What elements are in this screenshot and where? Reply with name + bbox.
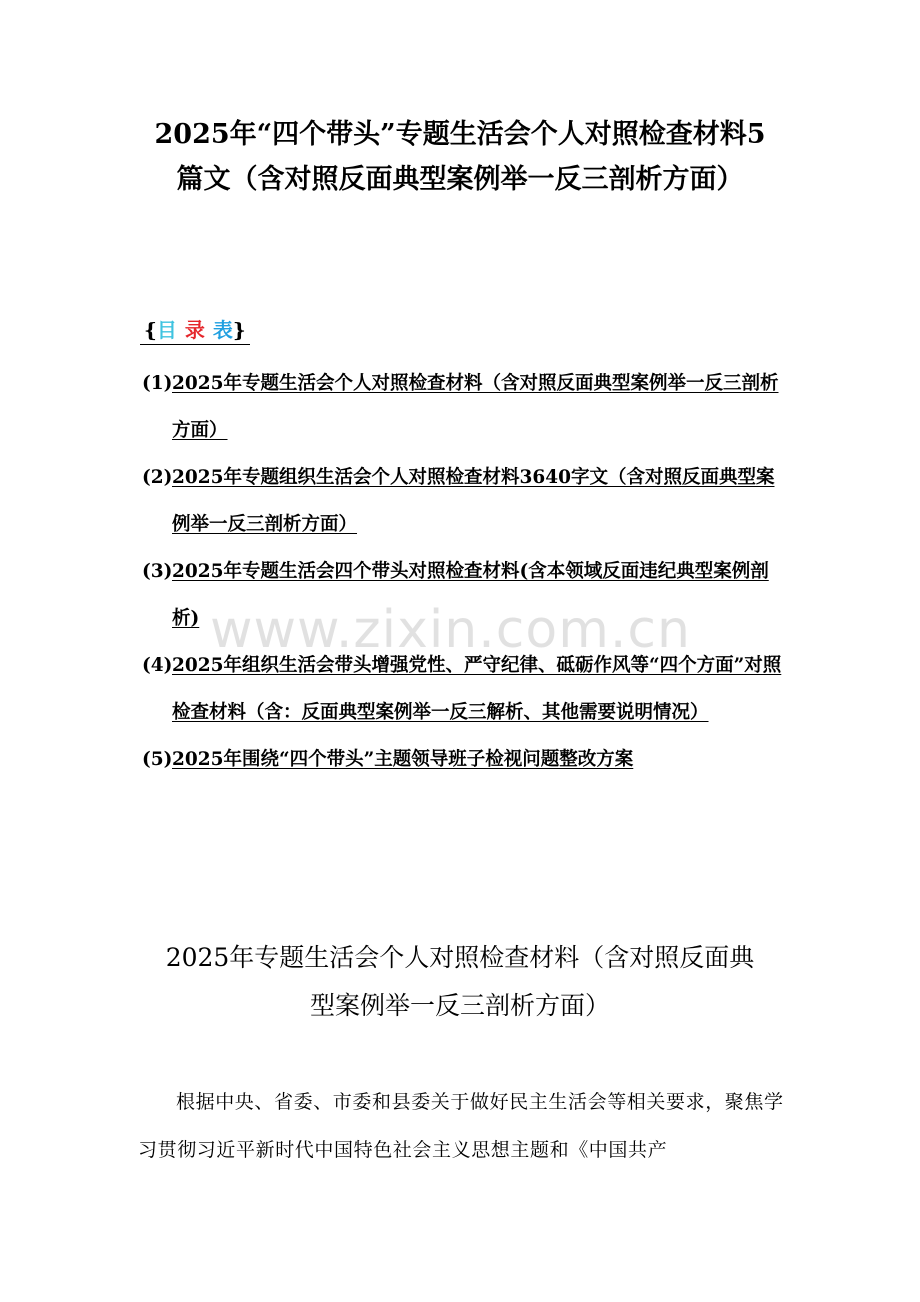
toc-item[interactable]: [142, 360, 792, 454]
toc-header-char-3: 表: [212, 318, 233, 342]
toc-item-number: (1): [142, 373, 173, 394]
toc-item-link[interactable]: [172, 642, 792, 736]
section-title-line-2: 型案例举一反三剖析方面）: [309, 991, 610, 1020]
toc-header-char-2: 录: [184, 318, 205, 342]
toc-item[interactable]: [142, 736, 792, 783]
toc-item-text[interactable]: 2025年围绕“四个带头”主题领导班子检视问题整改方案: [172, 749, 634, 770]
table-of-contents: [142, 360, 792, 783]
toc-item[interactable]: [142, 548, 792, 642]
toc-header-close-brace: }: [232, 318, 246, 342]
toc-item[interactable]: [142, 454, 792, 548]
body-paragraph: 根据中央、省委、市委和县委关于做好民主生活会等相关要求，聚焦学习贯彻习近平新时代中国特色社会主义思想主题和《中国共产: [138, 1091, 784, 1161]
section-title-line-1: 2025年专题生活会个人对照检查材料（含对照反面典: [165, 943, 755, 972]
toc-header-char-1: 目: [156, 318, 177, 342]
toc-item-text[interactable]: 2025年专题组织生活会个人对照检查材料3640字文（含对照反面典型案例举一反三剖析方面）: [172, 467, 775, 535]
toc-item-link[interactable]: [172, 736, 792, 783]
toc-item-text[interactable]: 2025年专题生活会个人对照检查材料（含对照反面典型案例举一反三剖析方面）: [172, 373, 779, 441]
toc-item[interactable]: [142, 642, 792, 736]
watermark: www.zixin.com.cn: [210, 600, 691, 660]
toc-header: [140, 316, 250, 345]
toc-item-number: (2): [142, 467, 173, 488]
toc-item-link[interactable]: [172, 548, 792, 642]
document-title-line-2: 篇文（含对照反面典型案例举一反三剖析方面）: [176, 164, 744, 195]
toc-item-text[interactable]: 2025年组织生活会带头增强党性、严守纪律、砥砺作风等“四个方面”对照检查材料（含：反面典型案例举一反三解析、其他需要说明情况）: [172, 655, 782, 723]
toc-header-open-brace: {: [144, 318, 157, 342]
toc-item-link[interactable]: [172, 360, 792, 454]
toc-item-number: (5): [142, 749, 173, 770]
document-title: [120, 112, 800, 202]
toc-item-link[interactable]: [172, 454, 792, 548]
document-title-line-1: 2025年“四个带头”专题生活会个人对照检查材料5: [154, 119, 766, 150]
section-title: [110, 934, 810, 1030]
toc-item-number: (4): [142, 655, 173, 676]
toc-item-number: (3): [142, 561, 173, 582]
toc-item-text[interactable]: 2025年专题生活会四个带头对照检查材料(含本领域反面违纪典型案例剖析): [172, 561, 769, 629]
